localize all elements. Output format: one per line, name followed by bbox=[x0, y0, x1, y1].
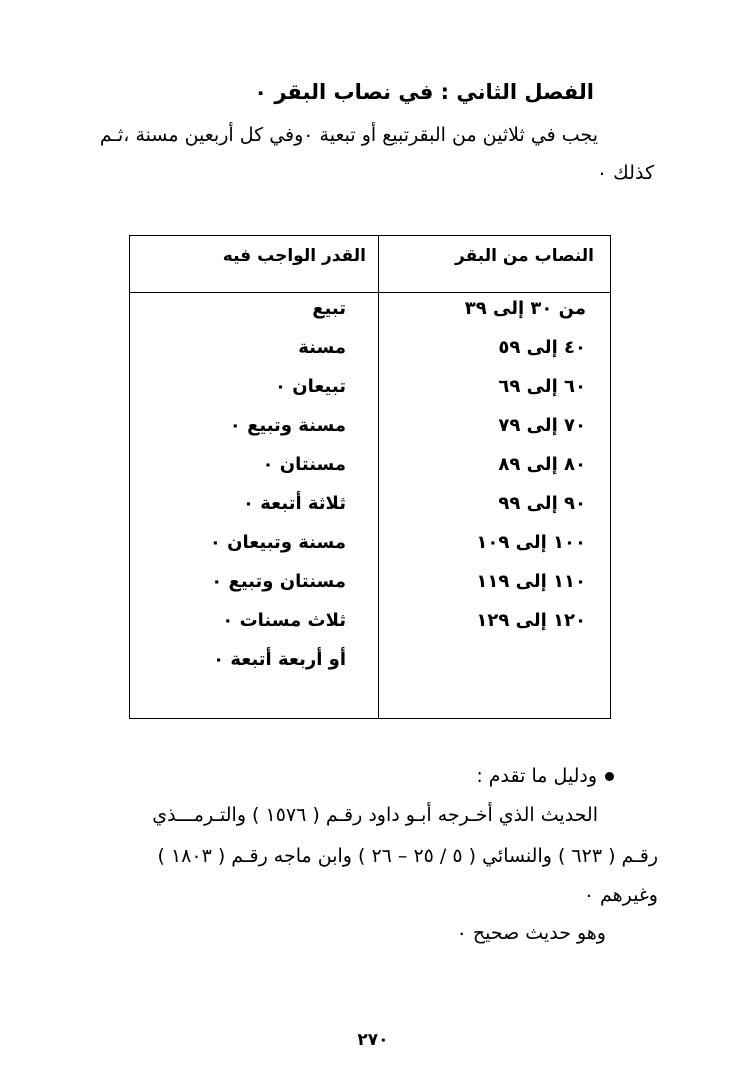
amount-cell: تبيع bbox=[312, 298, 346, 319]
range-cell: ٧٠ إلى ٧٩ bbox=[498, 415, 586, 436]
evidence-line-2: رقـم ( ٦٢٣ ) والنسائي ( ٥ / ٢٥ – ٢٦ ) وابن ماجه رقـم ( ١٨٠٣ ) bbox=[157, 845, 658, 867]
header-nisab: النصاب من البقر bbox=[455, 246, 594, 266]
intro-line-1: يجب في ثلاثين من البقرتبيع أو تبعية ٠وفي كل أربعين مسنة ،ثـم bbox=[99, 124, 598, 146]
evidence-label: ودليل ما تقدم : bbox=[476, 765, 597, 787]
evidence-line-4: وهو حديث صحيح ٠ bbox=[456, 922, 606, 944]
chapter-heading: الفصل الثاني : في نصاب البقر ٠ bbox=[254, 80, 594, 104]
amount-cell: مسنتان ٠ bbox=[262, 454, 346, 475]
evidence-line-1: الحديث الذي أخـرجه أبـو داود رقـم ( ١٥٧٦ ) والتـرمـــذي bbox=[152, 804, 598, 826]
amount-cell: مسنتان وتبيع ٠ bbox=[211, 571, 346, 592]
nisab-table bbox=[129, 235, 611, 719]
range-cell: من ٣٠ إلى ٣٩ bbox=[464, 298, 586, 319]
evidence-line-3: وغيرهم ٠ bbox=[583, 884, 658, 906]
amount-cell: مسنة bbox=[298, 337, 346, 358]
header-amount: القدر الواجب فيه bbox=[222, 246, 366, 266]
table-header-divider bbox=[130, 292, 610, 293]
amount-cell: ثلاث مسنات ٠ bbox=[222, 610, 346, 631]
range-cell: ١٠٠ إلى ١٠٩ bbox=[476, 532, 586, 553]
range-cell: ١١٠ إلى ١١٩ bbox=[476, 571, 586, 592]
range-cell: ٩٠ إلى ٩٩ bbox=[498, 493, 586, 514]
range-cell: ٦٠ إلى ٦٩ bbox=[498, 376, 586, 397]
table-column-divider bbox=[378, 236, 379, 718]
range-cell: ٤٠ إلى ٥٩ bbox=[498, 337, 586, 358]
intro-line-2: كذلك ٠ bbox=[596, 162, 654, 184]
evidence-heading bbox=[314, 765, 614, 787]
amount-cell: مسنة وتبيعان ٠ bbox=[209, 532, 346, 553]
range-cell: ١٢٠ إلى ١٢٩ bbox=[476, 610, 586, 631]
page-number: ٢٧٠ bbox=[357, 1030, 389, 1050]
range-cell: ٨٠ إلى ٨٩ bbox=[498, 454, 586, 475]
amount-cell: أو أربعة أتبعة ٠ bbox=[213, 649, 346, 670]
amount-cell: ثلاثة أتبعة ٠ bbox=[243, 493, 346, 514]
bullet-icon bbox=[605, 772, 614, 781]
amount-cell: مسنة وتبيع ٠ bbox=[229, 415, 346, 436]
amount-cell: تبيعان ٠ bbox=[274, 376, 346, 397]
